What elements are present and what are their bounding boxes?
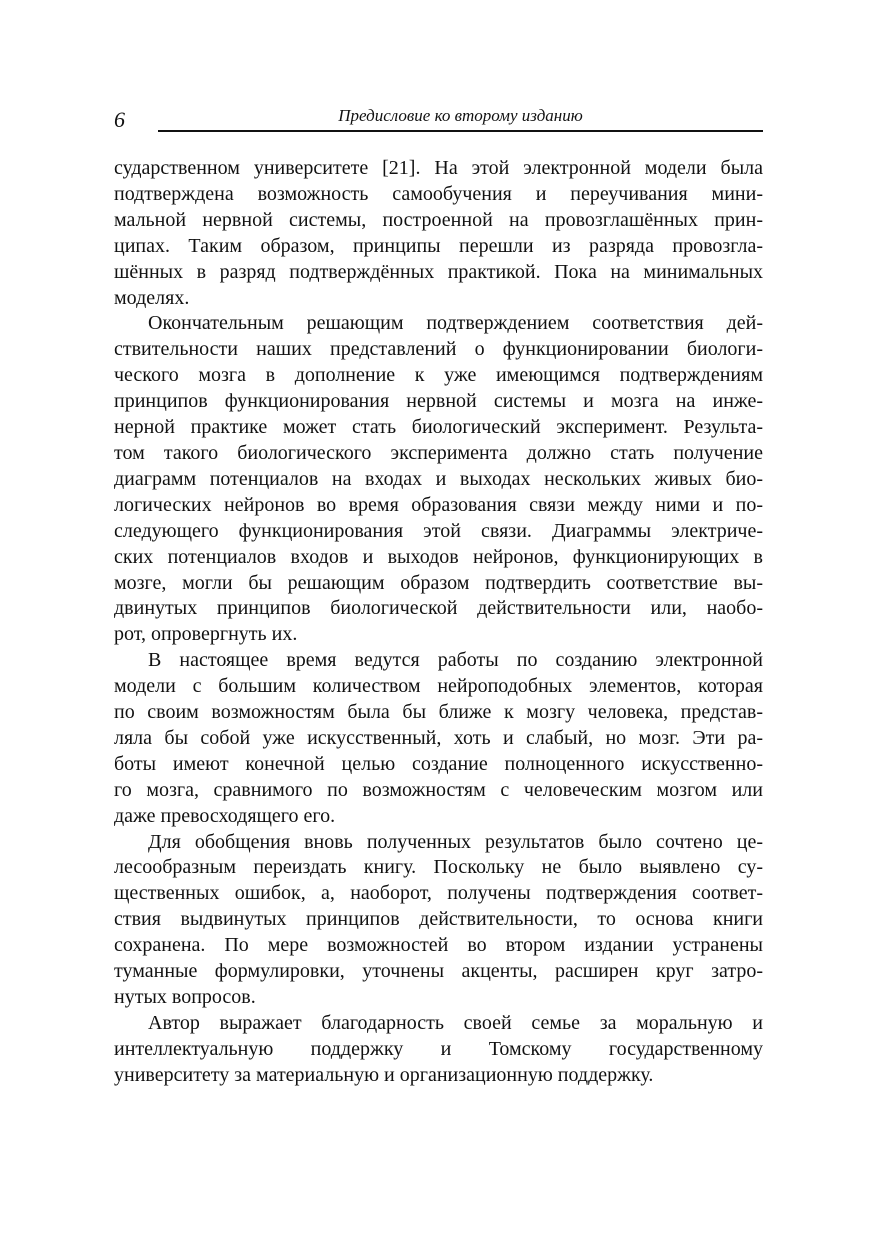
text-line: ческого мозга в дополнение к уже имеющимся подтверждениям bbox=[114, 364, 763, 387]
text-line: модели с большим количеством нейроподобных элементов, которая bbox=[114, 675, 763, 698]
text-line: лесообразным переиздать книгу. Поскольку не было выявлено су- bbox=[114, 856, 763, 879]
paragraph-1 bbox=[114, 156, 763, 311]
text-line: В настоящее время ведутся работы по созданию электронной bbox=[148, 649, 763, 672]
text-line: Для обобщения вновь полученных результатов было сочтено це- bbox=[148, 830, 763, 853]
text-line: принципов функционирования нервной системы и мозга на инже- bbox=[114, 390, 763, 413]
text-line: мальной нервной системы, построенной на провозглашённых прин- bbox=[114, 208, 763, 231]
paragraph-3 bbox=[114, 648, 763, 829]
text-line: подтверждена возможность самообучения и переучивания мини- bbox=[114, 182, 763, 205]
text-line: том такого биологического эксперимента должно стать получение bbox=[114, 441, 763, 464]
book-page bbox=[114, 100, 763, 1089]
text-line: го мозга, сравнимого по возможностям с человеческим мозгом или bbox=[114, 778, 763, 801]
text-line: сударственном университете [21]. На этой электронной модели была bbox=[114, 157, 763, 179]
text-line: ских потенциалов входов и выходов нейронов, функционирующих в bbox=[114, 545, 763, 568]
text-line: рот, опровергнуть их. bbox=[114, 623, 298, 646]
running-title: Предисловие ко второму изданию bbox=[338, 106, 583, 125]
text-line: нерной практике может стать биологический эксперимент. Результа- bbox=[114, 416, 763, 439]
text-line: ствия выдвинутых принципов действительности, то основа книги bbox=[114, 908, 763, 931]
text-line: по своим возможностям была бы ближе к мозгу человека, представ- bbox=[114, 701, 763, 724]
text-line: шённых в разряд подтверждённых практикой. Пока на минимальных bbox=[114, 260, 763, 283]
text-line: Окончательным решающим подтверждением соответствия дей- bbox=[148, 312, 763, 335]
paragraph-4 bbox=[114, 830, 763, 1011]
text-line: даже превосходящего его. bbox=[114, 804, 336, 827]
text-line: щественных ошибок, а, наоборот, получены подтверждения соответ- bbox=[114, 882, 763, 905]
page-number: 6 bbox=[114, 107, 125, 132]
running-header bbox=[114, 100, 763, 134]
text-line: мозге, могли бы решающим образом подтвердить соответствие вы- bbox=[114, 571, 763, 594]
text-line: двинутых принципов биологической действительности или, наобо- bbox=[114, 597, 763, 620]
text-line: диаграмм потенциалов на входах и выходах нескольких живых био- bbox=[114, 467, 763, 490]
text-line: Автор выражает благодарность своей семье за моральную и bbox=[148, 1011, 763, 1034]
text-line: следующего функционирования этой связи. Диаграммы электриче- bbox=[114, 519, 763, 542]
text-line: ствительности наших представлений о функционировании биологи- bbox=[114, 338, 763, 361]
text-line: ципах. Таким образом, принципы перешли из разряда провозгла- bbox=[114, 234, 763, 257]
text-line: университету за материальную и организационную поддержку. bbox=[114, 1063, 654, 1086]
text-line: туманные формулировки, уточнены акценты, расширен круг затро- bbox=[114, 960, 763, 983]
text-line: боты имеют конечной целью создание полноценного искусственно- bbox=[114, 752, 763, 775]
paragraph-2 bbox=[114, 311, 763, 648]
header-rule bbox=[158, 130, 763, 132]
text-line: нутых вопросов. bbox=[114, 986, 256, 1008]
text-line: логических нейронов во время образования связи между ними и по- bbox=[114, 493, 763, 516]
text-line: сохранена. По мере возможностей во втором издании устранены bbox=[114, 934, 763, 957]
text-line: моделях. bbox=[114, 286, 190, 309]
paragraph-5 bbox=[114, 1011, 763, 1089]
text-line: ляла бы собой уже искусственный, хоть и слабый, но мозг. Эти ра- bbox=[114, 726, 763, 749]
body-text bbox=[114, 156, 763, 1089]
text-line: интеллектуальную поддержку и Томскому государственному bbox=[114, 1037, 763, 1060]
